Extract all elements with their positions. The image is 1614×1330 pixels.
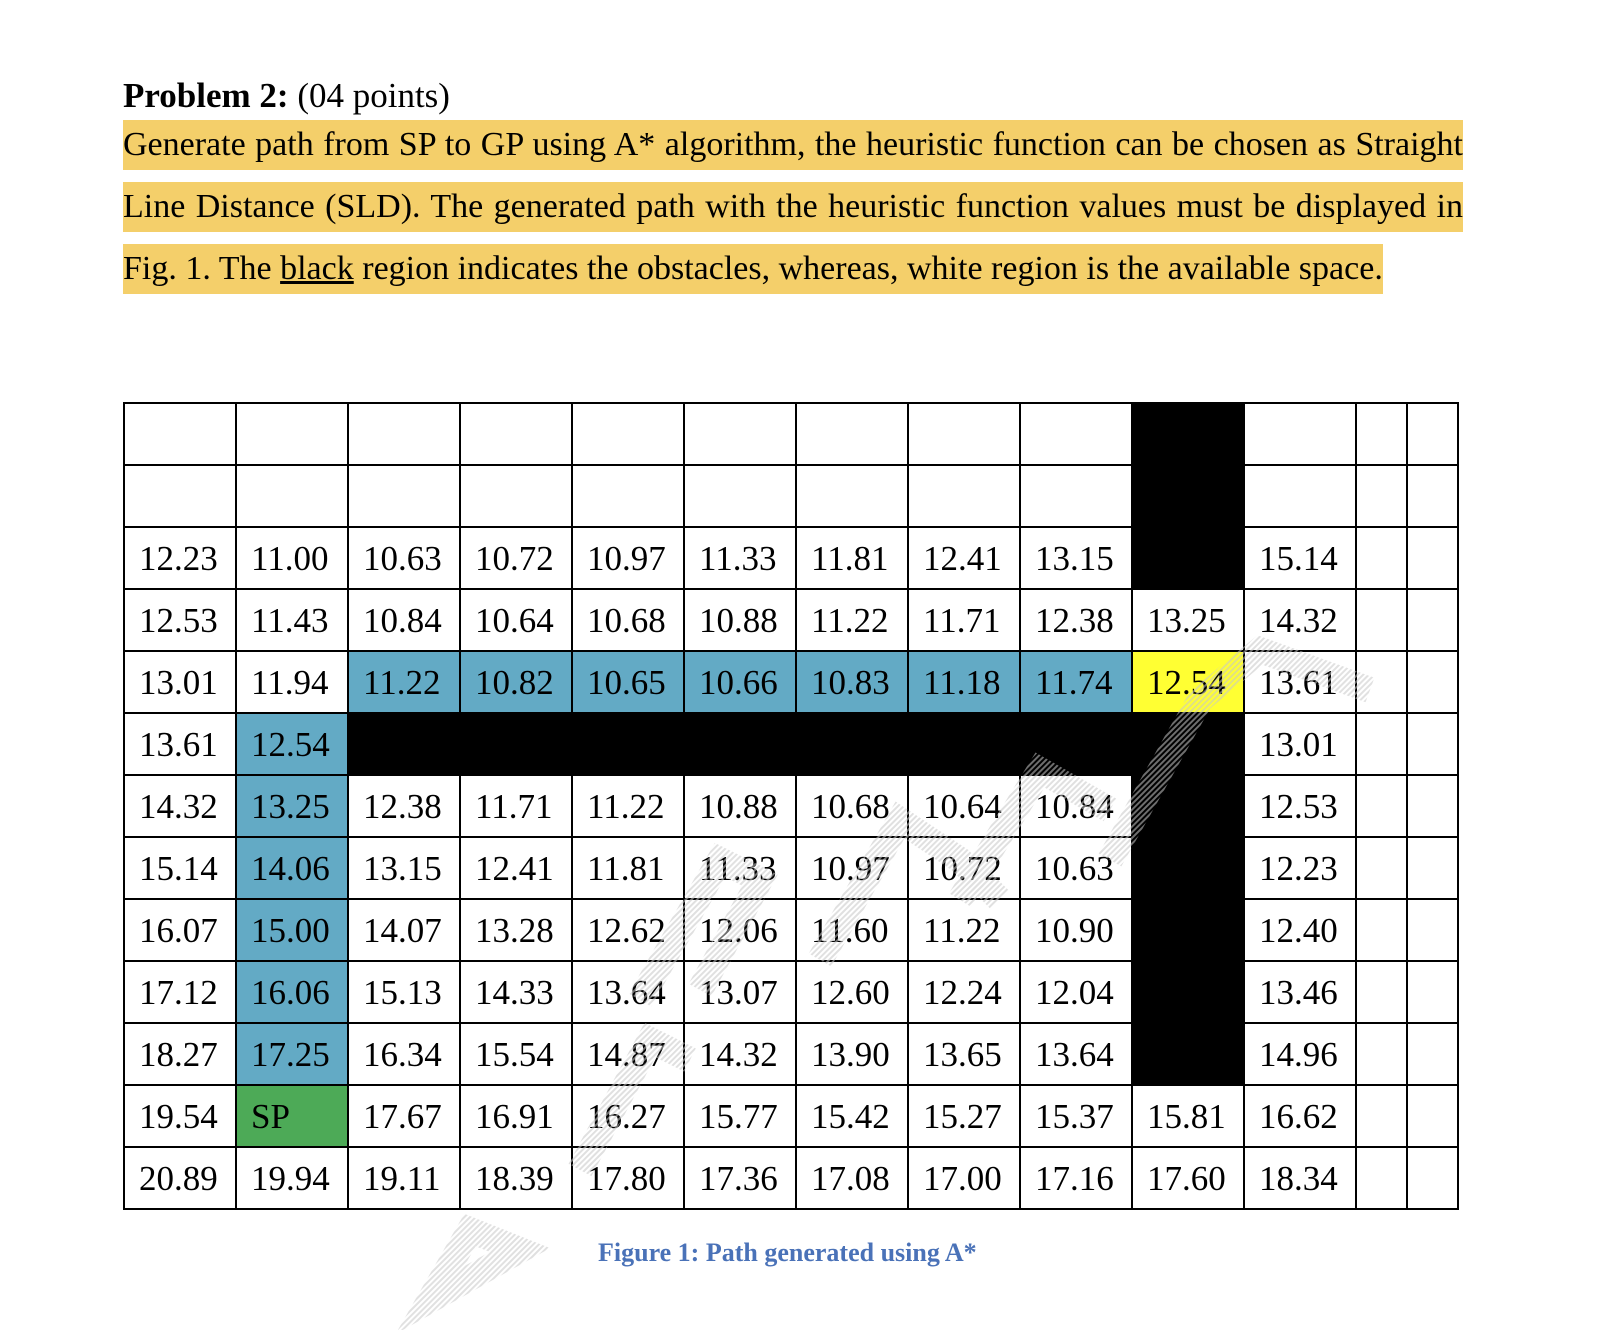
grid-cell-blank: 10.97 xyxy=(796,837,908,899)
grid-cell-blank: 10.72 xyxy=(908,837,1020,899)
grid-cell-blank xyxy=(1407,713,1458,775)
grid-cell-blank: 10.63 xyxy=(348,527,460,589)
grid-cell-blank: 13.61 xyxy=(124,713,236,775)
grid-cell-blank xyxy=(1407,1023,1458,1085)
problem-header xyxy=(123,74,450,118)
grid-cell-blank: 11.33 xyxy=(684,837,796,899)
grid-cell-blank xyxy=(1356,775,1407,837)
grid-cell-blank: 20.89 xyxy=(124,1147,236,1209)
grid-cell-blank: 15.37 xyxy=(1020,1085,1132,1147)
grid-cell-blank: 17.67 xyxy=(348,1085,460,1147)
grid-cell-obstacle xyxy=(796,713,908,775)
grid-cell-blank: 17.12 xyxy=(124,961,236,1023)
grid-row xyxy=(124,589,1458,651)
grid-cell-blank: 14.32 xyxy=(684,1023,796,1085)
grid-cell-obstacle xyxy=(684,713,796,775)
grid-cell-blank: 17.00 xyxy=(908,1147,1020,1209)
grid-cell-blank: 12.04 xyxy=(1020,961,1132,1023)
grid-cell-blank xyxy=(572,465,684,527)
grid-cell-blank xyxy=(1356,1147,1407,1209)
grid-cell-blank xyxy=(572,403,684,465)
grid-cell-blank: 16.27 xyxy=(572,1085,684,1147)
statement-text-before: Generate path from SP to GP using A* algorithm, the heuristic function can be chosen as Straight Line Distance (SLD). The generated path with the heuristic function values must be displayed in Fig. 1. The xyxy=(123,126,1463,287)
grid-cell-blank: 13.64 xyxy=(1020,1023,1132,1085)
grid-cell-blank: 10.90 xyxy=(1020,899,1132,961)
grid-cell-blank: 14.87 xyxy=(572,1023,684,1085)
heuristic-grid xyxy=(123,402,1459,1210)
figure-caption: Figure 1: Path generated using A* xyxy=(598,1238,977,1267)
grid-cell-blank: 11.71 xyxy=(460,775,572,837)
grid-cell-blank: 17.80 xyxy=(572,1147,684,1209)
grid-cell-blank: 15.81 xyxy=(1132,1085,1244,1147)
highlighted-statement xyxy=(123,120,1463,294)
grid-cell-blank: 11.60 xyxy=(796,899,908,961)
grid-cell-blank xyxy=(1407,899,1458,961)
grid-cell-blank: 15.77 xyxy=(684,1085,796,1147)
grid-cell-blank: 10.68 xyxy=(796,775,908,837)
grid-cell-blank xyxy=(348,403,460,465)
grid-row xyxy=(124,527,1458,589)
grid-cell-blank: 16.91 xyxy=(460,1085,572,1147)
grid-cell-blank xyxy=(1407,527,1458,589)
grid-cell-blank xyxy=(1356,651,1407,713)
grid-cell-blank: 15.27 xyxy=(908,1085,1020,1147)
grid-cell-blank: 11.22 xyxy=(796,589,908,651)
grid-cell-path: 12.54 xyxy=(236,713,348,775)
grid-cell-blank: 10.64 xyxy=(908,775,1020,837)
statement-underlined-word: black xyxy=(280,250,354,287)
grid-cell-blank: 12.23 xyxy=(124,527,236,589)
grid-cell-blank xyxy=(236,465,348,527)
grid-cell-blank: 12.06 xyxy=(684,899,796,961)
grid-cell-blank: 15.54 xyxy=(460,1023,572,1085)
grid-cell-blank: 11.94 xyxy=(236,651,348,713)
grid-cell-blank: 15.14 xyxy=(124,837,236,899)
grid-cell-blank: 12.62 xyxy=(572,899,684,961)
grid-cell-blank: 13.65 xyxy=(908,1023,1020,1085)
grid-cell-blank: 13.15 xyxy=(1020,527,1132,589)
grid-cell-obstacle xyxy=(1132,1023,1244,1085)
problem-title: Problem 2: xyxy=(123,76,289,115)
grid-cell-path: 11.22 xyxy=(348,651,460,713)
grid-cell-path: 17.25 xyxy=(236,1023,348,1085)
grid-cell-path: 14.06 xyxy=(236,837,348,899)
grid-cell-blank: 10.97 xyxy=(572,527,684,589)
grid-cell-blank: 12.60 xyxy=(796,961,908,1023)
grid-row xyxy=(124,713,1458,775)
grid-cell-blank: 18.34 xyxy=(1244,1147,1356,1209)
grid-cell-blank: 13.28 xyxy=(460,899,572,961)
grid-cell-blank: 17.36 xyxy=(684,1147,796,1209)
grid-row xyxy=(124,1147,1458,1209)
grid-cell-obstacle xyxy=(1132,713,1244,775)
grid-cell-blank xyxy=(348,465,460,527)
grid-cell-blank xyxy=(1407,837,1458,899)
grid-cell-blank: 12.40 xyxy=(1244,899,1356,961)
grid-cell-obstacle xyxy=(348,713,460,775)
grid-cell-blank: 18.39 xyxy=(460,1147,572,1209)
grid-row xyxy=(124,961,1458,1023)
grid-cell-blank xyxy=(908,403,1020,465)
grid-cell-blank xyxy=(1356,403,1407,465)
grid-cell-blank: 10.88 xyxy=(684,589,796,651)
grid-cell-blank xyxy=(460,465,572,527)
grid-cell-blank: 13.01 xyxy=(124,651,236,713)
grid-row xyxy=(124,837,1458,899)
grid-cell-blank: 14.32 xyxy=(1244,589,1356,651)
grid-cell-blank: 11.43 xyxy=(236,589,348,651)
grid-row xyxy=(124,775,1458,837)
grid-cell-path: 16.06 xyxy=(236,961,348,1023)
grid-cell-blank: 12.41 xyxy=(908,527,1020,589)
grid-cell-blank: 17.60 xyxy=(1132,1147,1244,1209)
grid-cell-blank: 13.07 xyxy=(684,961,796,1023)
grid-cell-path: 11.18 xyxy=(908,651,1020,713)
grid-cell-blank: 17.16 xyxy=(1020,1147,1132,1209)
grid-cell-obstacle xyxy=(460,713,572,775)
grid-cell-blank: 13.25 xyxy=(1132,589,1244,651)
grid-cell-obstacle xyxy=(1132,775,1244,837)
grid-cell-path: 10.65 xyxy=(572,651,684,713)
grid-cell-path: 10.82 xyxy=(460,651,572,713)
grid-cell-blank: 16.07 xyxy=(124,899,236,961)
grid-cell-blank xyxy=(684,465,796,527)
grid-cell-blank: 11.22 xyxy=(572,775,684,837)
problem-statement xyxy=(123,114,1463,300)
grid-cell-blank xyxy=(1407,1085,1458,1147)
grid-body xyxy=(124,403,1458,1209)
grid-cell-blank: 19.54 xyxy=(124,1085,236,1147)
grid-row xyxy=(124,465,1458,527)
grid-cell-obstacle xyxy=(1132,465,1244,527)
grid-cell-blank: 12.53 xyxy=(1244,775,1356,837)
grid-cell-blank xyxy=(1407,961,1458,1023)
grid-cell-blank: 19.94 xyxy=(236,1147,348,1209)
grid-cell-blank: 12.41 xyxy=(460,837,572,899)
grid-cell-obstacle xyxy=(1132,961,1244,1023)
grid-cell-blank: 19.11 xyxy=(348,1147,460,1209)
grid-cell-blank xyxy=(1356,465,1407,527)
grid-cell-blank xyxy=(796,403,908,465)
grid-cell-obstacle xyxy=(572,713,684,775)
grid-cell-blank: 17.08 xyxy=(796,1147,908,1209)
grid-cell-blank xyxy=(1407,589,1458,651)
grid-cell-blank: 10.84 xyxy=(348,589,460,651)
grid-cell-blank: 10.88 xyxy=(684,775,796,837)
grid-cell-blank xyxy=(1407,465,1458,527)
statement-text-after: region indicates the obstacles, whereas, white region is the available space. xyxy=(353,250,1383,287)
grid-cell-blank: 14.96 xyxy=(1244,1023,1356,1085)
grid-cell-blank: 12.24 xyxy=(908,961,1020,1023)
grid-cell-blank: 12.38 xyxy=(1020,589,1132,651)
grid-cell-blank: 10.72 xyxy=(460,527,572,589)
grid-cell-obstacle xyxy=(1132,899,1244,961)
grid-cell-blank: 18.27 xyxy=(124,1023,236,1085)
grid-cell-goal: 12.54 xyxy=(1132,651,1244,713)
grid-cell-blank xyxy=(1356,527,1407,589)
grid-cell-blank: 11.00 xyxy=(236,527,348,589)
grid-cell-blank: 12.38 xyxy=(348,775,460,837)
grid-cell-blank: 14.07 xyxy=(348,899,460,961)
grid-cell-blank xyxy=(1020,465,1132,527)
grid-cell-path: 10.83 xyxy=(796,651,908,713)
grid-cell-blank xyxy=(1356,961,1407,1023)
grid-cell-path: 11.74 xyxy=(1020,651,1132,713)
grid-cell-blank xyxy=(1244,465,1356,527)
grid-cell-blank xyxy=(1356,589,1407,651)
grid-cell-blank: 11.81 xyxy=(572,837,684,899)
grid-cell-blank: 12.23 xyxy=(1244,837,1356,899)
grid-cell-blank xyxy=(1356,899,1407,961)
grid-cell-blank: 13.61 xyxy=(1244,651,1356,713)
grid-cell-blank xyxy=(460,403,572,465)
grid-cell-blank: 16.62 xyxy=(1244,1085,1356,1147)
grid-cell-obstacle xyxy=(1132,403,1244,465)
grid-cell-blank: 11.81 xyxy=(796,527,908,589)
grid-cell-blank xyxy=(236,403,348,465)
grid-cell-blank: 13.90 xyxy=(796,1023,908,1085)
grid-row xyxy=(124,651,1458,713)
grid-cell-blank: 13.46 xyxy=(1244,961,1356,1023)
grid-cell-blank: 10.68 xyxy=(572,589,684,651)
grid-cell-blank: 12.53 xyxy=(124,589,236,651)
grid-cell-blank: 15.42 xyxy=(796,1085,908,1147)
grid-cell-blank: 14.32 xyxy=(124,775,236,837)
grid-cell-obstacle xyxy=(1132,527,1244,589)
grid-cell-blank xyxy=(684,403,796,465)
grid-cell-blank xyxy=(1356,1085,1407,1147)
grid-cell-blank: 15.13 xyxy=(348,961,460,1023)
grid-cell-blank xyxy=(1356,837,1407,899)
grid-cell-blank: 11.22 xyxy=(908,899,1020,961)
grid-cell-blank: 11.71 xyxy=(908,589,1020,651)
grid-cell-blank xyxy=(1356,713,1407,775)
grid-row xyxy=(124,1085,1458,1147)
grid-row xyxy=(124,403,1458,465)
grid-cell-blank: 10.63 xyxy=(1020,837,1132,899)
grid-cell-blank: 13.01 xyxy=(1244,713,1356,775)
problem-points: (04 points) xyxy=(288,76,450,115)
grid-cell-blank xyxy=(908,465,1020,527)
grid-cell-blank xyxy=(1407,403,1458,465)
grid-cell-blank xyxy=(1407,1147,1458,1209)
grid-cell-blank: 10.84 xyxy=(1020,775,1132,837)
grid-cell-obstacle xyxy=(908,713,1020,775)
grid-figure xyxy=(123,402,1459,1210)
grid-cell-blank xyxy=(124,403,236,465)
grid-cell-blank: 13.64 xyxy=(572,961,684,1023)
grid-cell-blank: 10.64 xyxy=(460,589,572,651)
grid-row xyxy=(124,1023,1458,1085)
grid-cell-blank: 13.15 xyxy=(348,837,460,899)
grid-cell-blank xyxy=(1020,403,1132,465)
grid-cell-blank xyxy=(1356,1023,1407,1085)
grid-cell-blank xyxy=(1407,651,1458,713)
grid-cell-blank xyxy=(1407,775,1458,837)
grid-cell-blank xyxy=(124,465,236,527)
grid-cell-obstacle xyxy=(1132,837,1244,899)
grid-cell-start: SP xyxy=(236,1085,348,1147)
grid-cell-blank: 16.34 xyxy=(348,1023,460,1085)
grid-row xyxy=(124,899,1458,961)
grid-cell-obstacle xyxy=(1020,713,1132,775)
grid-cell-path: 10.66 xyxy=(684,651,796,713)
grid-cell-blank: 15.14 xyxy=(1244,527,1356,589)
grid-cell-blank xyxy=(796,465,908,527)
grid-cell-blank: 14.33 xyxy=(460,961,572,1023)
grid-cell-path: 13.25 xyxy=(236,775,348,837)
grid-cell-path: 15.00 xyxy=(236,899,348,961)
grid-cell-blank: 11.33 xyxy=(684,527,796,589)
grid-cell-blank xyxy=(1244,403,1356,465)
